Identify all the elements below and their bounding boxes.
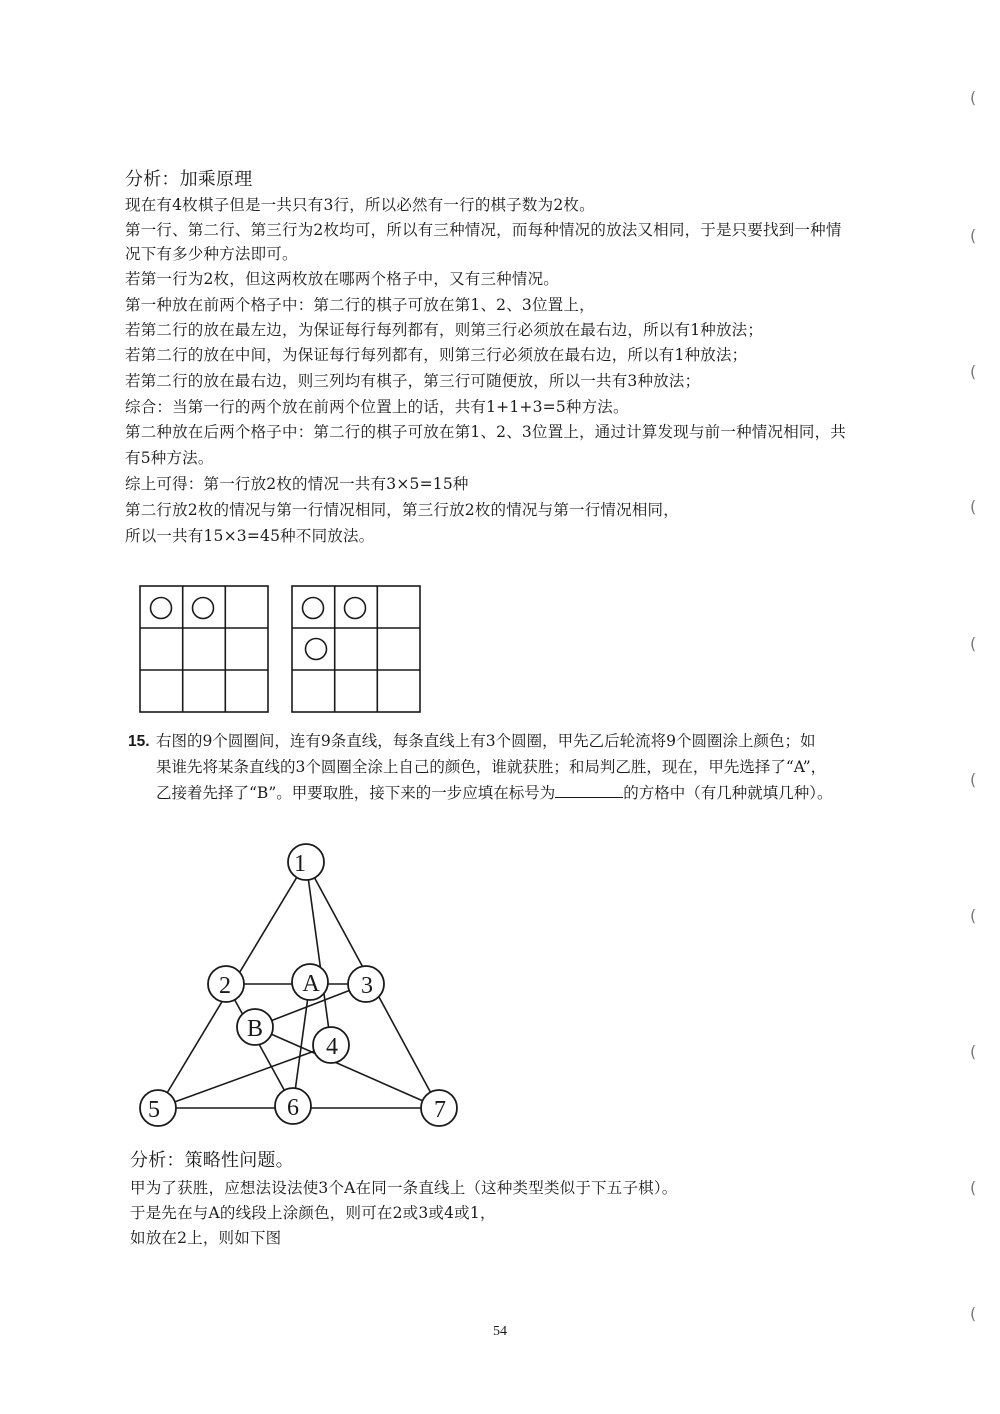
question-15-line bbox=[128, 731, 815, 752]
analysis-line: 若第二行的放在中间，为保证每行每列都有，则第三行必须放在最右边，所以有1种放法； bbox=[125, 346, 748, 364]
analysis-line: 甲为了获胜，应想法设法使3个A在同一条直线上（这种类型类似于下五子棋）。 bbox=[130, 1179, 678, 1197]
analysis-line: 若第二行的放在最左边，为保证每行每列都有，则第三行必须放在最右边，所以有1种放法； bbox=[125, 321, 764, 339]
chess-piece bbox=[151, 598, 172, 619]
grid-right bbox=[292, 586, 420, 712]
question-15-line bbox=[128, 783, 833, 803]
binding-mark: ( bbox=[970, 1178, 977, 1197]
analysis-line: 第二种放在后两个格子中：第二行的棋子可放在第1、2、3位置上，通过计算发现与前一种情况相同，共 bbox=[125, 423, 846, 441]
binding-mark: ( bbox=[970, 88, 977, 107]
binding-mark: ( bbox=[970, 1304, 977, 1323]
chess-piece bbox=[303, 598, 324, 619]
analysis-heading: 分析：加乘原理 bbox=[125, 169, 253, 190]
analysis-line: 如放在2上，则如下图 bbox=[130, 1229, 282, 1247]
analysis-line: 若第二行的放在最右边，则三列均有棋子，第三行可随便放，所以一共有3种放法； bbox=[125, 372, 701, 390]
analysis-line: 第一行、第二行、第三行为2枚均可，所以有三种情况，而每种情况的放法又相同，于是只要找到一种情 bbox=[125, 221, 842, 239]
analysis-line: 有5种方法。 bbox=[125, 449, 214, 467]
binding-mark: ( bbox=[970, 362, 977, 381]
grid-figures bbox=[138, 584, 428, 716]
question-text: 的方格中（有几种就填几种）。 bbox=[623, 784, 833, 802]
analysis-line: 若第一行为2枚，但这两枚放在哪两个格子中，又有三种情况。 bbox=[125, 270, 559, 288]
analysis-line: 所以一共有15×3=45种不同放法。 bbox=[125, 527, 375, 545]
analysis-heading: 分析：策略性问题。 bbox=[130, 1150, 294, 1171]
question-text: 果谁先将某条直线的3个圆圈全涂上自己的颜色，谁就获胜；和局判乙胜，现在，甲先选择了“A”， bbox=[156, 758, 827, 776]
diagram-nodes bbox=[140, 844, 457, 1126]
analysis-line: 综上可得：第一行放2枚的情况一共有3×5=15种 bbox=[125, 475, 469, 493]
analysis-line: 第一种放在前两个格子中：第二行的棋子可放在第1、2、3位置上， bbox=[125, 296, 595, 314]
binding-mark: ( bbox=[970, 906, 977, 925]
binding-mark: ( bbox=[970, 770, 977, 789]
binding-mark: ( bbox=[970, 226, 977, 245]
node-label: 7 bbox=[434, 1097, 446, 1123]
node-label: 4 bbox=[326, 1034, 338, 1060]
answer-blank[interactable] bbox=[555, 783, 623, 798]
binding-mark: ( bbox=[970, 634, 977, 653]
analysis-line: 第二行放2枚的情况与第一行情况相同，第三行放2枚的情况与第一行情况相同， bbox=[125, 501, 679, 519]
question-text: 右图的9个圆圈间，连有9条直线，每条直线上有3个圆圈，甲先乙后轮流将9个圆圈涂上颜色；如 bbox=[156, 732, 816, 750]
chess-piece bbox=[193, 598, 214, 619]
node-label: 3 bbox=[361, 973, 373, 999]
chess-piece bbox=[345, 598, 366, 619]
node-label: 2 bbox=[219, 973, 231, 999]
grid-left bbox=[140, 586, 268, 712]
binding-mark: ( bbox=[970, 497, 977, 516]
analysis-line: 于是先在与A的线段上涂颜色，则可在2或3或4或1， bbox=[130, 1204, 496, 1222]
question-number: 15. bbox=[128, 733, 150, 750]
node-label: B bbox=[246, 1016, 264, 1042]
analysis-line: 况下有多少种方法即可。 bbox=[125, 245, 298, 263]
analysis-line: 综合：当第一行的两个放在前两个位置上的话，共有1+1+3=5种方法。 bbox=[125, 398, 629, 416]
analysis-line: 现在有4枚棋子但是一共只有3行，所以必然有一行的棋子数为2枚。 bbox=[125, 196, 595, 214]
node-label: 5 bbox=[148, 1097, 160, 1123]
circle-line-diagram bbox=[130, 835, 480, 1135]
node-label: A bbox=[302, 971, 320, 997]
node-label: 1 bbox=[294, 851, 306, 877]
chess-piece bbox=[306, 639, 327, 660]
question-text: 乙接着先择了“B”。甲要取胜，接下来的一步应填在标号为 bbox=[156, 784, 556, 802]
binding-mark: ( bbox=[970, 1042, 977, 1061]
node-label: 6 bbox=[287, 1095, 299, 1121]
page-number: 54 bbox=[493, 1324, 507, 1339]
